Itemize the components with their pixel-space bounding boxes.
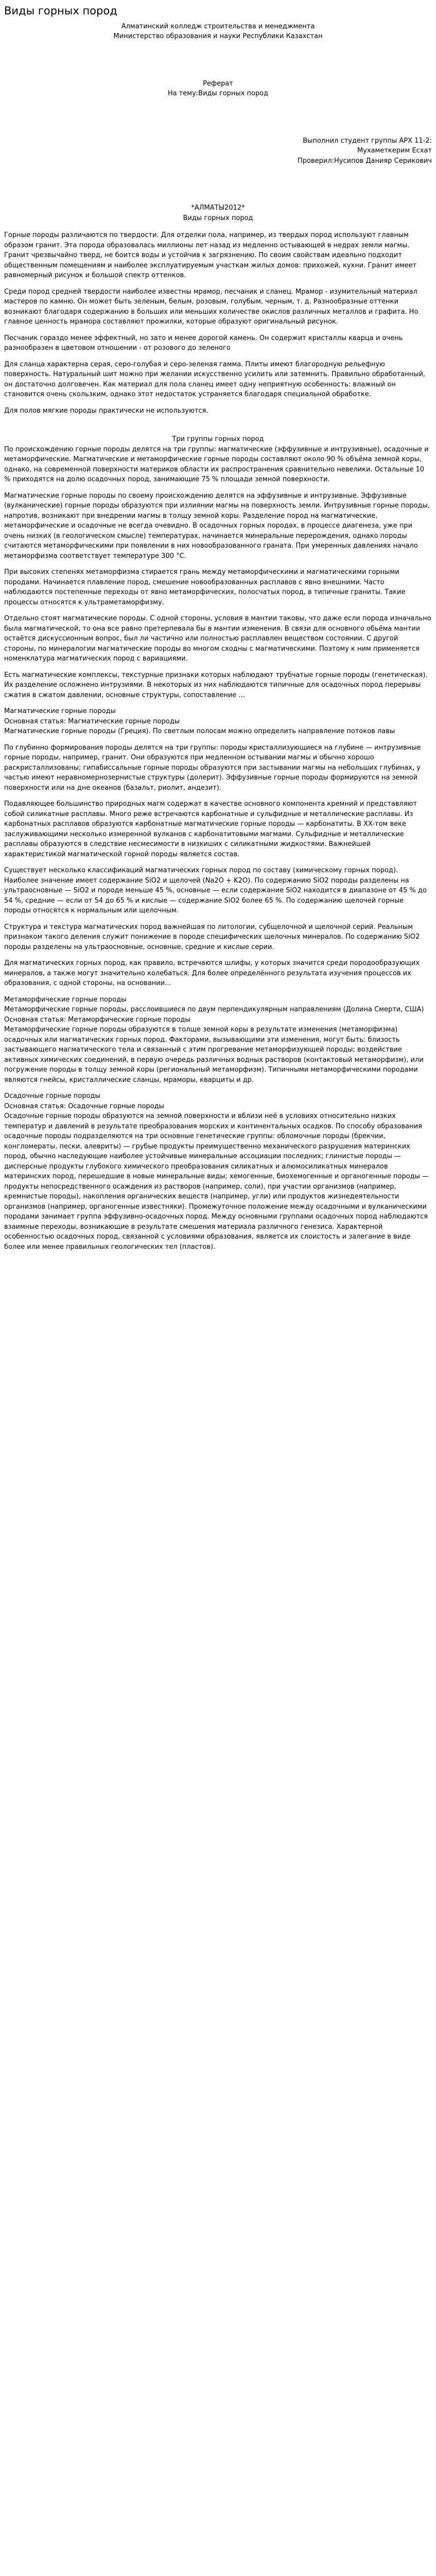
paragraph: Есть магматические комплексы, текстурные признаки которых наблюдают трубчатые горные породы (генетическая). Их разделение осложнено интрузиями. В некоторых из них наблюдаются типичные для осадочных пород перерывы сжатия в сжатом давлении, основные структуры, сопоставление ...	[4, 671, 428, 699]
main-article-link[interactable]: Основная статья: Магматические горные породы	[4, 717, 180, 725]
intro-section	[4, 230, 432, 416]
paragraph: Магматические горные породы по своему происхождению делятся на эффузивные и интрузивные. Эффузивные (вулканические) горные породы образуются при излиянии магмы на поверхность земли. Интрузивные горные породы, напротив, возникают при внедрении магмы в толщу земной коры. Разделение пород на магматические, метаморфические и осадочные не всегда очевидно. В осадочных горных породах, в процессе диагенеза, уже при очень низких (в геологическом смысле) температурах, начинается минеральные перерождения, однако породы считаются метаморфическими при появлении в них новообразованного граната. При умеренных давлениях начало метаморфизма соответствует температуре 300 °C.	[4, 492, 430, 560]
paragraph: По глубинно формирования породы делятся на три группы: породы кристаллизующиеся на глубине — интрузивные горные породы, например, гранит. Они образуются при медленном остывании магмы и обычно хорошо раскристаллизованы; гипабиссальные горные породы образуются при застывании магмы на небольших глубинах, у частью имеют неравномернозернистые структуры (долерит). Эффузивные горные породы формируются на земной поверхности или на дне океанов (базальт, риолит, андезит).	[4, 743, 421, 792]
paragraph: Для полов мягкие породы практически не используются.	[4, 406, 208, 415]
metamorphic-section	[4, 1005, 432, 1085]
document	[0, 0, 436, 1252]
paragraph: По происхождению горные породы делятся на три группы: магматические (эффузивные и интрузивные), осадочные и метаморфические. Магматические и метаморфические горные породы составляют около 90 % объёма земной коры, однако, на современной поверхности материков области их распространения сравнительно невелики. Остальные 10 % приходятся на долю осадочных пород, занимающие 75 % площади земной поверхности.	[4, 445, 429, 483]
main-article-link[interactable]: Основная статья: Осадочные горные породы	[4, 1102, 164, 1110]
section-heading: Метаморфические горные породы	[4, 995, 127, 1004]
subtitle: Виды горных пород	[183, 214, 253, 222]
page-title: Виды горных пород	[4, 5, 117, 17]
main-article-link[interactable]: Основная статья: Метаморфические горные породы	[4, 1015, 190, 1024]
paragraph: Отдельно стоят магматические породы. С одной стороны, условия в мантии таковы, что даже если порода изначально была магматической, то она все равно претерпевала бы в мантии изменения. В связи для основного обьёма мантии остаётся дискуссионным вопрос, был ли частично или полностью расплавлен веществом состоянии. С другой стороны, по минералогии магматические породы во многом сходны с магматическими. Поэтому к ним применяется номенклатура магматических пород с вариациями.	[4, 615, 431, 663]
title-block	[4, 22, 432, 224]
section-heading: Магматические горные породы	[4, 707, 116, 715]
paragraph: Горные породы различаются по твердости. Для отделки пола, например, из твердых пород используют главным образом гранит. Эта порода образовалась миллионы лет назад из медленно остывающей в недрах земли магмы. Гранит чрезвычайно тверд, не боится воды и устойчив к загрязнению. По своим свойствам идеально подходит общественным помещениям и наиболее эксплуатируемым участкам жилых домов: прихожей, кухни. Гранит имеет равномерный рисунок и большой спектр оттенков.	[4, 231, 417, 279]
paragraph: Для сланца характерна серая, серо-голубая и серо-зеленая гамма. Плиты имеют благородную рельефную поверхность. Натуральный шит можно при желании искусственно усилить или затемнить. Правильно обработанный, он достаточно долговечен. Как материал для пола сланец имеет одну неприятную особенность: влажный он становится очень скользким, однако этот недостаток устраняется благодаря специальной обработке.	[4, 360, 426, 398]
paragraph: При высоких степенях метаморфизма стирается грань между метаморфическими и магматическими горными породами. Начинается плавление пород, смешение новообразованных расплавов с явно внешними. Часто наблюдаются постепенные переходы от явно метаморфических, полосчатых пород, в типичные граниты. Такие процессы относятся к ультраметаморфизму.	[4, 568, 406, 606]
college-name: Алматинский колледж строительства и менеджмента	[121, 22, 315, 30]
topic: На тему:Виды горных пород	[167, 90, 269, 97]
author-name: Мухаметкерим Есхат	[357, 147, 432, 155]
paragraph: Осадочные горные породы образуются на земной поверхности и вблизи неё в условиях относительно низких температур и давлений в результате преобразования морских и континентальных осадков. По способу образования осадочные породы подразделяются на три основные генетические группы: обломочные породы (брекчии, конгломераты, пески, алевриты) — грубые продукты преимущественно механического разрушения материнских пород, обычно наследующие наиболее устойчивые минеральные ассоциации последних; глинистые породы — дисперсные продукты глубокого химического преобразования силикатных и алюмосиликатных минералов материнских пород, перешедшие в новые минеральные виды; хемогенные, биохемогенные и органогенные породы — продукты непосредственного осаждения из растворов (например, соли), при участии организмов (например, кремнистые породы), накопления органических веществ (например, угли) или продуктов жизнедеятельности организмов (например, органогенные известняки). Промежуточное положение между осадочными и вулканическими породами занимает группа эффузивно-осадочных пород. Между основными группами осадочных пород наблюдаются взаимные переходы, возникающие в результате смешения материала различного генезиса. Характерной особенностью осадочных пород, связанной с условиями образования, является их слоистость и залегание в виде более или менее правильных геологических тел (пластов).	[4, 1112, 429, 1251]
paragraph: Метаморфические горные породы образуются в толще земной коры в результате изменения (метаморфизма) осадочных или магматических горных пород. Факторами, вызывающими эти изменения, могут быть: близость застывающего магматического тела и связанный с этим прогревание метаморфизующей породы; воздействие активных химических соединений, в первую очередь различных водных растворов (контактовый метаморфизм), или погружение породы в толщу земной коры (региональный метаморфизм). Типичными метаморфическими породами являются гнейсы, кристаллические сланцы, мраморы, кварциты и др.	[4, 1026, 424, 1084]
paragraph: Подавляющее большинство природных магм содержат в качестве основного компонента кремний и представляют собой силикатные расплавы. Много реже встречаются карбонатные и сульфидные и металлические расплавы. Из карбонатных расплавов образуются карбонатные магматические горные породы — карбонатиты. В XX-том веке заслуживающими несколько измеренной вулканов с карбонатитовыми магмами. Сульфидные и металлические расплавы образуются в следствие несмесимости в низкиших с силикатными жидкостями. Важнейшей характеристикой магматической горной породы является состав.	[4, 800, 417, 858]
section1	[4, 445, 432, 701]
paragraph: Структура и текстура магматических пород важнейшая по литологии, субщелочной и щелочной серий. Реальным признаком такого деления служит понижение в породе специфических щелочных минералов. По содержанию SiO2 породы разделены на ультраосновные, основные, средние и кислые серии.	[4, 923, 420, 951]
section-heading: Три группы горных пород	[172, 435, 264, 443]
checker-line: Проверил:Нусипов Данияр Серикович	[298, 157, 432, 165]
ministry-name: Министерство образования и науки Республики Казахстан	[113, 32, 323, 40]
paragraph: Существует несколько классификаций магматических горных пород по составу (химическому горных пород). Наиболее значение имеет содержание SiO2 и щелочей (Na2O + K2O). По содержанию SiO2 породы разделены на ультраосновные — SiO2 и породе меньше 45 %, основные — если содержание SiO2 находится в диапазоне от 45 % до 54 %, средние — если от 54 до 65 % и кислые — содержание SiO2 более 65 %. По содержанию щелочей горные породы относятся к нормальным или щелочным.	[4, 867, 427, 914]
sedimentary-section	[4, 1101, 432, 1252]
caption: Метаморфические горные породы, расслоившиеся по двум перпендикулярным направлениям (Долина Смерти, США)	[4, 1006, 424, 1013]
section-heading: Осадочные горные породы	[4, 1092, 100, 1100]
city-year: *АЛМАТЫ2012*	[191, 204, 245, 212]
paragraph: Среди пород средней твердости наиболее известны мрамор, песчаник и сланец. Мрамор - изумительный материал мастеров по камню. Он может быть зеленым, белым, розовым, голубым, черным, т. д. Разнообразные оттенки возникают благодаря содержанию в больших или меньших количестве окислов различных металлов и графита. Но главное ценность мрамора составляют прожилки, которые образуют оригинальный рисунок.	[4, 287, 418, 326]
doc-type: Реферат	[203, 79, 233, 88]
paragraph: Песчаник гораздо менее эффектный, но зато и менее дорогой камень. Он содержит кристаллы кварца и очень разнообразен в цветовом отношении - от розового до зеленого	[4, 334, 403, 352]
paragraph: Для магматических горных пород, как правило, встречаются шлифы, у которых значится среди породообразующих минералов, а также могут значительно колебаться. Для более определённого результата изучения процессов их образования, с одной стороны, на основании...	[4, 959, 420, 987]
author-line: Выполнил студент группы АРХ 11-2:	[303, 137, 432, 145]
magmatic-section	[4, 726, 432, 989]
paragraph: Магматические горные породы (Греция). По светлым полосам можно определить направление потоков лавы	[4, 727, 395, 735]
